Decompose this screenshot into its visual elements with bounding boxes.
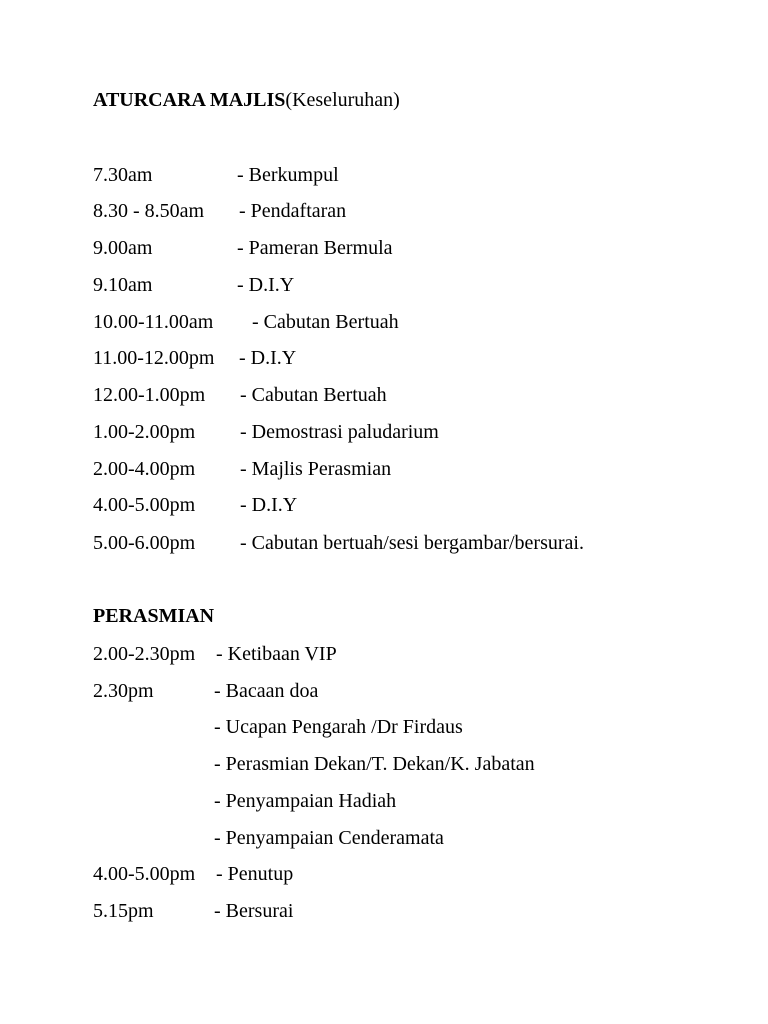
section1-heading: ATURCARA MAJLIS [93, 89, 286, 111]
section1-heading-line [93, 88, 400, 112]
row-activity: - Perasmian Dekan/T. Dekan/K. Jabatan [214, 753, 535, 775]
row-time: 4.00-5.00pm [93, 494, 196, 516]
row-time: 8.30 - 8.50am [93, 200, 205, 222]
row-time: 1.00-2.00pm [93, 421, 196, 443]
row-time: 4.00-5.00pm [93, 863, 196, 885]
row-time: 9.10am [93, 274, 153, 296]
row-time: 2.00-2.30pm [93, 643, 196, 665]
row-time: 9.00am [93, 237, 153, 259]
row-activity: - Penutup [216, 863, 294, 885]
row-activity: - D.I.Y [239, 347, 297, 369]
row-time: 11.00-12.00pm [93, 347, 215, 369]
row-activity: - Demostrasi paludarium [240, 421, 439, 443]
row-activity: - Majlis Perasmian [240, 458, 392, 480]
row-time: 2.30pm [93, 680, 154, 702]
row-activity: - Bersurai [214, 900, 294, 922]
row-activity: - Bacaan doa [214, 680, 319, 702]
section2-heading: PERASMIAN [93, 605, 215, 627]
row-time: 10.00-11.00am [93, 311, 214, 333]
section1-subheading: (Keseluruhan) [285, 89, 400, 111]
row-activity: - Cabutan Bertuah [240, 384, 387, 406]
row-activity: - Ucapan Pengarah /Dr Firdaus [214, 716, 463, 738]
row-time: 12.00-1.00pm [93, 384, 206, 406]
row-activity: - Pameran Bermula [237, 237, 393, 259]
row-activity: - Ketibaan VIP [216, 643, 337, 665]
row-time: 5.15pm [93, 900, 154, 922]
row-activity: - Penyampaian Hadiah [214, 790, 397, 812]
row-activity: - Cabutan Bertuah [252, 311, 399, 333]
row-activity: - D.I.Y [237, 274, 295, 296]
row-activity: - Cabutan bertuah/sesi bergambar/bersurai. [240, 532, 584, 554]
row-activity: - Penyampaian Cenderamata [214, 827, 444, 849]
row-time: 5.00-6.00pm [93, 532, 196, 554]
row-time: 2.00-4.00pm [93, 458, 196, 480]
row-activity: - Berkumpul [237, 164, 339, 186]
row-activity: - Pendaftaran [239, 200, 347, 222]
row-time: 7.30am [93, 164, 153, 186]
row-activity: - D.I.Y [240, 494, 298, 516]
